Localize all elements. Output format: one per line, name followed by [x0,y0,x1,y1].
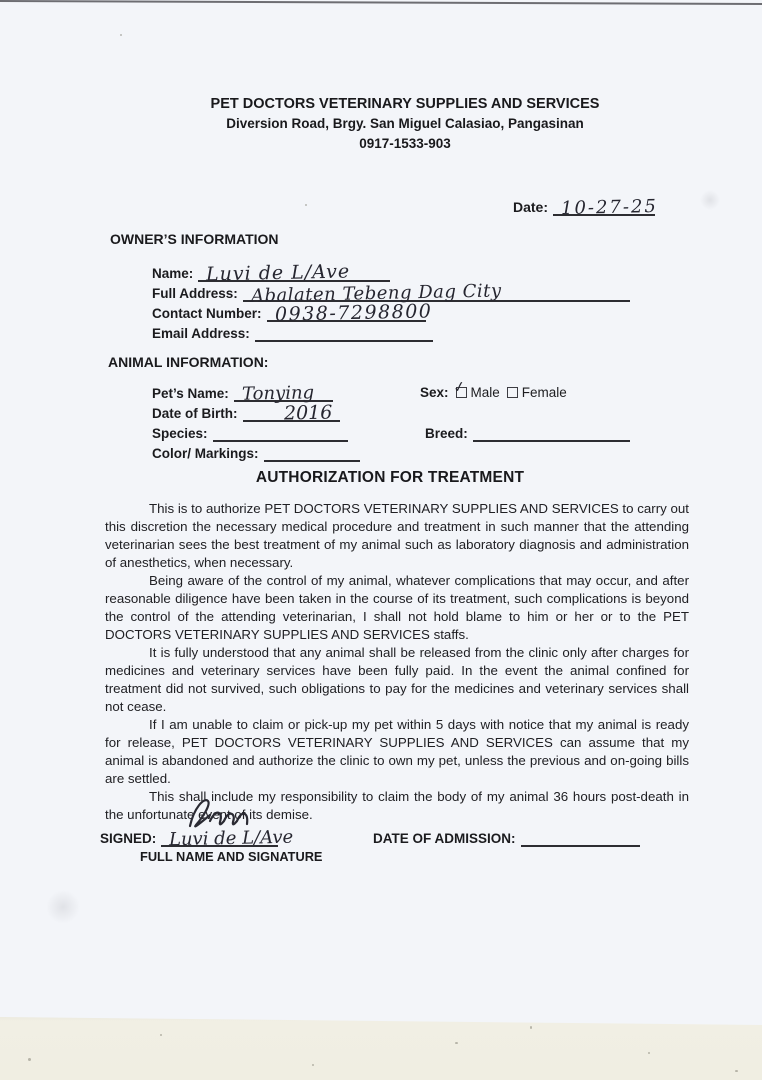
animal-section-heading: ANIMAL INFORMATION: [108,354,269,370]
owner-address-line [243,280,630,307]
species-label: Species: [152,426,208,441]
date-field [513,195,659,220]
pet-name-field [152,382,333,405]
signed-label: SIGNED: [100,831,157,846]
male-checkbox-check-icon: ✓ [451,376,467,397]
owner-email-line [255,320,433,342]
owner-contact-handwriting: 0938-7298800 [274,300,433,326]
dob-label: Date of Birth: [152,406,238,421]
clinic-name: PET DOCTORS VETERINARY SUPPLIES AND SERVICES [210,96,600,112]
owner-name-handwriting: Luvi de L/Ave [206,260,351,286]
signed-handwriting: Luvi de L/Ave [169,826,294,851]
owner-address-label: Full Address: [152,286,238,301]
date-label: Date: [513,199,549,215]
authorization-paragraph: It is fully understood that any animal shall be released from the clinic only after charges for medicines and veterinary services have been fully paid. In the event the animal confined for treatment did not survived, such obligations to pay for the medicines and veterinary services shall not cease. [105,645,689,714]
scan-top-edge [0,0,762,5]
owner-email-field [152,322,433,342]
male-checkbox [451,376,467,398]
owner-address-field [152,280,630,307]
pet-name-handwriting: Tonying [241,382,315,405]
breed-field [425,422,630,442]
owner-name-label: Name: [152,266,194,281]
authorization-paragraph: If I am unable to claim or pick-up my pet within 5 days with notice that my animal is ready for release, PET DOCTORS VETERINARY SUPPLIES AND SERVICES can assume that my animal is abandoned and authorize the clinic to own my pet, unless the previous and on-going bills are settled. [105,717,689,786]
dob-field [152,401,340,425]
color-markings-label: Color/ Markings: [152,446,259,461]
species-line [213,420,348,442]
owner-section-heading: OWNER’S INFORMATION [110,231,279,247]
scanner-bed-strip [0,1012,762,1080]
signature-caption: FULL NAME AND SIGNATURE [140,849,323,864]
signed-field [100,826,294,851]
female-label: Female [521,385,567,400]
breed-line [473,420,630,442]
species-field [152,422,348,442]
dob-line [243,400,341,425]
admission-date-field [373,827,640,847]
owner-contact-label: Contact Number: [152,306,262,321]
owner-name-field [152,260,390,286]
date-line [553,194,659,220]
clinic-phone: 0917-1533-903 [359,136,451,151]
pet-name-label: Pet’s Name: [152,386,229,401]
pet-name-line [234,380,333,405]
clinic-address: Diversion Road, Brgy. San Miguel Calasiao, Pangasinan [226,116,584,131]
color-markings-field [152,442,360,462]
authorization-paragraph: This shall include my responsibility to claim the body of my animal 36 hours post-death in the unfortunate event of its demise. [105,789,689,822]
male-label: Male [470,385,500,400]
date-handwriting: 10-27-25 [560,195,659,220]
dob-handwriting: 2016 [283,401,333,425]
admission-date-label: DATE OF ADMISSION: [373,831,516,846]
owner-address-handwriting: Abalaten Tebeng Dag City [250,280,502,307]
authorization-title: AUTHORIZATION FOR TREATMENT [255,469,525,486]
female-checkbox [507,387,518,398]
admission-date-line [521,825,641,847]
breed-label: Breed: [425,426,468,441]
color-markings-line [264,440,360,462]
signed-line [161,825,294,851]
authorization-paragraph: This is to authorize PET DOCTORS VETERINARY SUPPLIES AND SERVICES to carry out this discretion the necessary medical procedure and treatment in such manner that the attending veterinarian sees the best treatment of my animal such as laboratory diagnosis and administration of anesthetics, when necessary. [105,501,689,570]
sex-field [420,376,567,401]
owner-contact-field [152,300,433,326]
authorization-paragraph: Being aware of the control of my animal, whatever complications that may occur, and after reasonable diligence have been taken in the course of its treatment, such complications is beyond the control of the attending veterinarian, I shall not hold blame to him or her or to the PET DOCTORS VETERINARY SUPPLIES AND SERVICES staffs. [105,573,689,642]
owner-name-line [198,260,390,286]
authorization-body [105,500,689,824]
owner-email-label: Email Address: [152,326,250,341]
owner-contact-line [267,300,433,326]
clinic-header [105,94,705,154]
sex-label: Sex: [420,385,449,400]
